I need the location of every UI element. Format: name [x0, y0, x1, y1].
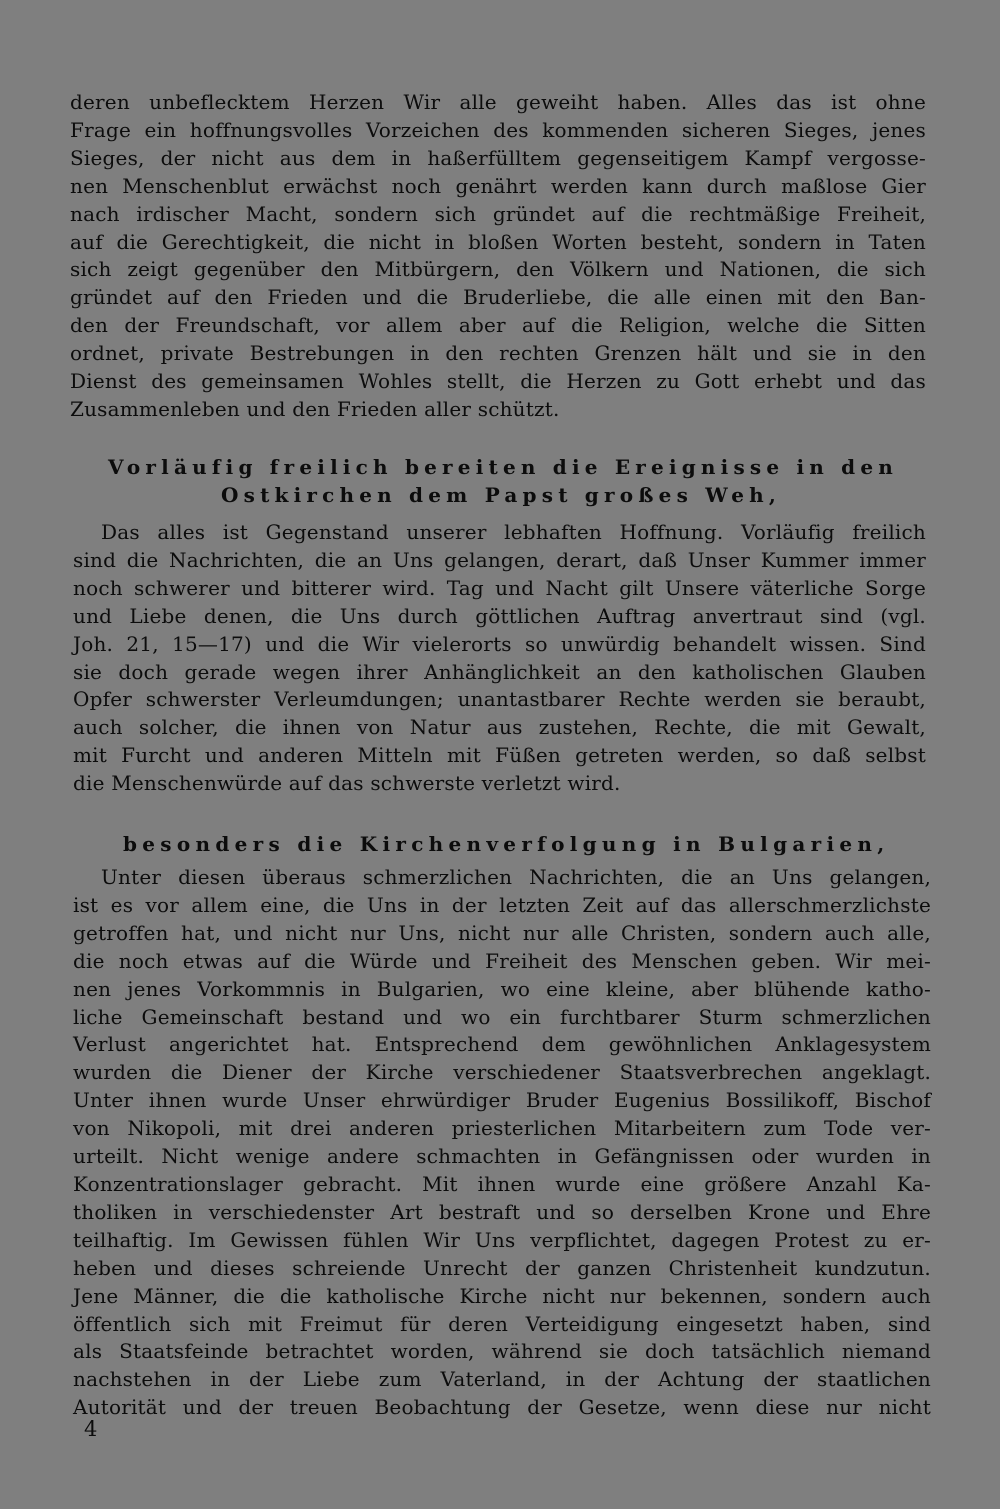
text-line: ordnet, private Bestrebungen in den rechten Grenzen hält und sie in den [70, 341, 926, 366]
text-line: Opfer schwerster Verleumdungen; unantastbarer Rechte werden sie beraubt, [73, 687, 926, 712]
paragraph-1 [70, 89, 926, 424]
text-line: tholiken in verschiedenster Art bestraft und so derselben Krone und Ehre [73, 1199, 931, 1224]
text-line: urteilt. Nicht wenige andere schmachten in Gefängnissen oder wurden in [73, 1144, 931, 1169]
text-line: auf die Gerechtigkeit, die nicht in bloßen Worten besteht, sondern in Taten [70, 229, 926, 254]
text-line: mit Furcht und anderen Mitteln mit Füßen getreten werden, so daß selbst [73, 743, 926, 768]
text-line: auch solcher, die ihnen von Natur aus zustehen, Rechte, die mit Gewalt, [73, 715, 926, 740]
text-line: Frage ein hoffnungsvolles Vorzeichen des kommenden sicheren Sieges, jenes [70, 117, 926, 142]
text-line: Konzentrationslager gebracht. Mit ihnen wurde eine größere Anzahl Ka- [73, 1171, 931, 1196]
text-line: Unter ihnen wurde Unser ehrwürdiger Bruder Eugenius Bossilikoff, Bischof [73, 1088, 931, 1113]
text-line: liche Gemeinschaft bestand und wo ein furchtbarer Sturm schmerzlichen [73, 1004, 931, 1029]
text-line: sie doch gerade wegen ihrer Anhänglichkeit an den katholischen Glauben [73, 659, 926, 684]
text-line: getroffen hat, und nicht nur Uns, nicht nur alle Christen, sondern auch alle, [73, 920, 931, 945]
section-heading-1-line-1: Vorläufig freilich bereiten die Ereignisse in den [108, 455, 899, 479]
text-line: Das alles ist Gegenstand unserer lebhaften Hoffnung. Vorläufig freilich [101, 520, 926, 544]
text-line: Verlust angerichtet hat. Entsprechend dem gewöhnlichen Anklagesystem [73, 1032, 931, 1057]
text-line: die Menschenwürde auf das schwerste verletzt wird. [73, 771, 621, 796]
text-line: wurden die Diener der Kirche verschiedener Staatsverbrechen angeklagt. [73, 1060, 931, 1085]
text-line: nen jenes Vorkommnis in Bulgarien, wo eine kleine, aber blühende katho- [73, 976, 931, 1001]
text-line: sind die Nachrichten, die an Uns gelangen, derart, daß Unser Kummer immer [73, 547, 926, 572]
text-line: nachstehen in der Liebe zum Vaterland, in der Achtung der staatlichen [73, 1367, 931, 1392]
text-line: Sieges, der nicht aus dem in haßerfülltem gegenseitigem Kampf vergosse- [70, 145, 926, 170]
text-line: noch schwerer und bitterer wird. Tag und Nacht gilt Unsere väterliche Sorge [73, 575, 926, 600]
text-line: als Staatsfeinde betrachtet worden, während sie doch tatsächlich niemand [73, 1339, 931, 1364]
page-number: 4 [84, 1417, 98, 1441]
text-line: Joh. 21, 15—17) und die Wir vielerorts so unwürdig behandelt wissen. Sind [73, 631, 926, 656]
text-line: sich zeigt gegenüber den Mitbürgern, den Völkern und Nationen, die sich [70, 257, 926, 282]
text-line: die noch etwas auf die Würde und Freiheit des Menschen geben. Wir mei- [73, 948, 931, 973]
text-line: gründet auf den Frieden und die Bruderliebe, die alle einen mit den Ban- [70, 285, 926, 310]
text-line: und Liebe denen, die Uns durch göttlichen Auftrag anvertraut sind (vgl. [73, 603, 926, 628]
section-heading-1-line-2: Ostkirchen dem Papst großes Weh, [221, 483, 782, 507]
text-line: Jene Männer, die die katholische Kirche nicht nur bekennen, sondern auch [73, 1283, 931, 1308]
section-heading-2: besonders die Kirchenverfolgung in Bulgarien, [123, 832, 890, 856]
paragraph-2 [73, 519, 926, 798]
text-line: Dienst des gemeinsamen Wohles stellt, die Herzen zu Gott erhebt und das [70, 369, 926, 394]
text-line: ist es vor allem eine, die Uns in der letzten Zeit auf das allerschmerzlichste [73, 892, 931, 917]
text-line: Unter diesen überaus schmerzlichen Nachrichten, die an Uns gelangen, [101, 865, 931, 889]
text-line: heben und dieses schreiende Unrecht der ganzen Christenheit kundzutun. [73, 1255, 931, 1280]
text-line: nach irdischer Macht, sondern sich gründet auf die rechtmäßige Freiheit, [70, 201, 926, 226]
text-line: Autorität und der treuen Beobachtung der Gesetze, wenn diese nur nicht [73, 1395, 931, 1420]
text-line: öffentlich sich mit Freimut für deren Verteidigung eingesetzt haben, sind [73, 1311, 931, 1336]
text-line: von Nikopoli, mit drei anderen priesterlichen Mitarbeitern zum Tode ver- [73, 1116, 931, 1141]
text-line: teilhaftig. Im Gewissen fühlen Wir Uns verpflichtet, dagegen Protest zu er- [73, 1227, 931, 1252]
text-line: deren unbeflecktem Herzen Wir alle geweiht haben. Alles das ist ohne [70, 90, 926, 114]
paragraph-3 [73, 864, 931, 1422]
text-line: den der Freundschaft, vor allem aber auf die Religion, welche die Sitten [70, 313, 926, 338]
text-line: Zusammenleben und den Frieden aller schützt. [70, 396, 560, 421]
text-line: nen Menschenblut erwächst noch genährt werden kann durch maßlose Gier [70, 173, 926, 198]
